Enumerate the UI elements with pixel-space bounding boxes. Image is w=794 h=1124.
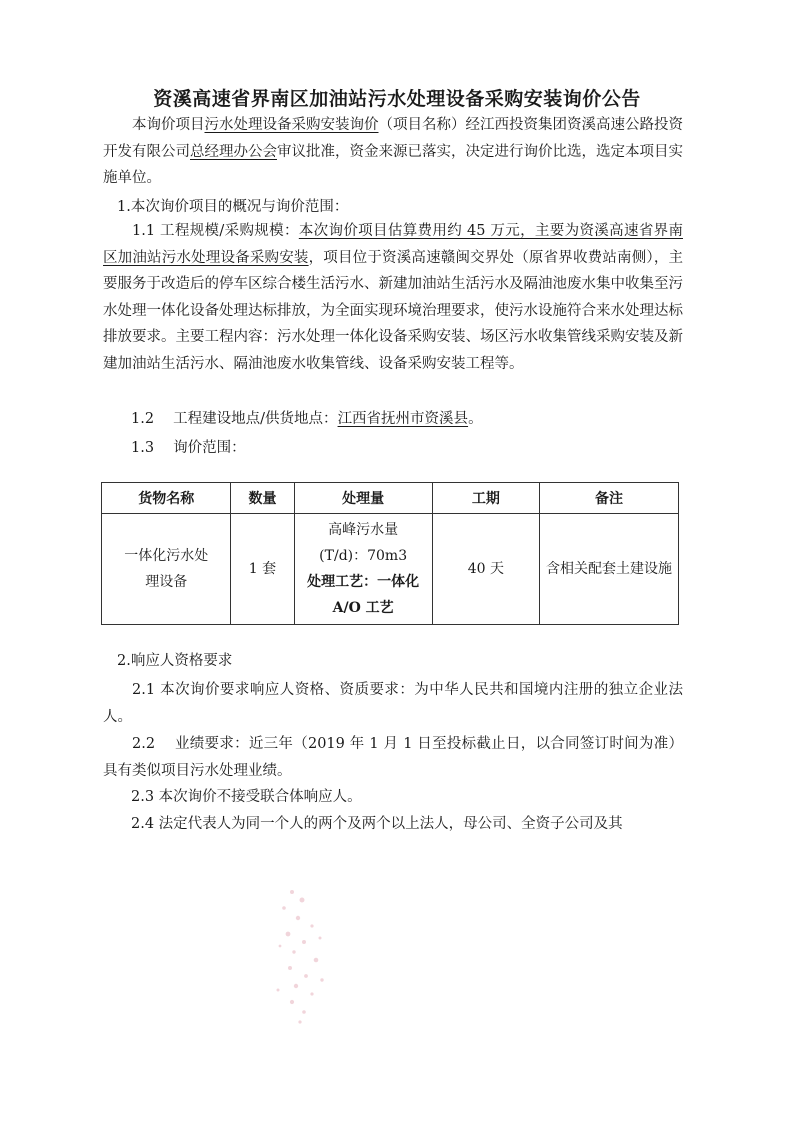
- faint-seal-mark: [232, 880, 352, 1030]
- section-1-3: 1.3 询价范围：: [131, 440, 246, 456]
- cell-goods: 一体化污水处理设备: [102, 514, 231, 625]
- page-title: 资溪高速省界南区加油站污水处理设备采购安装询价公告: [153, 88, 641, 110]
- section-1-1: [103, 218, 683, 377]
- section-1-2: [131, 408, 483, 430]
- s1-1-prefix: 1.1 工程规模/采购规模：: [132, 223, 299, 239]
- s1-2-prefix: 1.2 工程建设地点/供货地点：: [131, 411, 338, 427]
- intro-mid: （项目名称）经江西投资集团资溪高速公路投资开发有限公司: [103, 117, 683, 160]
- spec-table: [101, 482, 679, 625]
- section-2-2: 2.2 业绩要求：近三年（2019 年 1 月 1 日至投标截止日，以合同签订时间为准）具有类似项目污水处理业绩。: [103, 736, 683, 779]
- section-2-1: 2.1 本次询价要求响应人资格、资质要求：为中华人民共和国境内注册的独立企业法人。: [103, 682, 683, 725]
- header-period: 工期: [432, 483, 539, 514]
- intro-paragraph: [103, 112, 683, 192]
- section-2-3: 2.3 本次询价不接受联合体响应人。: [131, 789, 362, 805]
- s1-1-underlined: 本次询价项目估算费用约 45 万元，主要为资溪高速省界南区加油站污水处理设备采购安装: [103, 223, 683, 266]
- s1-2-end: 。: [468, 411, 483, 427]
- section1-heading: 1.本次询价项目的概况与询价范围：: [117, 199, 349, 215]
- cell-qty: 1 套: [231, 514, 294, 625]
- header-capacity: 处理量: [294, 483, 432, 514]
- cell-capacity: [294, 514, 432, 625]
- project-name: 污水处理设备采购安装询价: [204, 117, 379, 133]
- approver: 总经理办公会: [190, 143, 277, 160]
- capacity-line1: 高峰污水量: [328, 522, 399, 538]
- location: 江西省抚州市资溪县: [337, 411, 469, 427]
- capacity-line2: (T/d)：70m3: [319, 548, 408, 564]
- table-header-row: [102, 483, 679, 514]
- cell-remark: 含相关配套土建设施: [540, 514, 679, 625]
- process: 处理工艺：一体化 A/O 工艺: [307, 574, 420, 616]
- table-row: [102, 514, 679, 625]
- header-remark: 备注: [540, 483, 679, 514]
- intro-suffix: 审议批准，资金来源已落实，决定进行询价比选，选定本项目实施单位。: [103, 143, 683, 186]
- header-goods: 货物名称: [102, 483, 231, 514]
- section-2-4: 2.4 法定代表人为同一个人的两个及两个以上法人，母公司、全资子公司及其: [131, 816, 623, 832]
- cell-period: 40 天: [432, 514, 539, 625]
- s1-1-rest: ，项目位于资溪高速赣闽交界处（原省界收费站南侧），主要服务于改造后的停车区综合楼生活污水、新建加油站生活污水及隔油池废水集中收集至污水处理一体化设备处理达标排放，为全面实现环境治理要求，使污水设施符合来水处理达标排放要求。主要工程内容：污水处理一体化设备采购安装、场区污水收集管线采购安装及新建加油站生活污水、隔油池废水收集管线、设备采购安装工程等。: [103, 249, 684, 372]
- intro-prefix: 本询价项目: [132, 117, 205, 133]
- section2-heading: 2.响应人资格要求: [117, 653, 233, 669]
- header-qty: 数量: [231, 483, 294, 514]
